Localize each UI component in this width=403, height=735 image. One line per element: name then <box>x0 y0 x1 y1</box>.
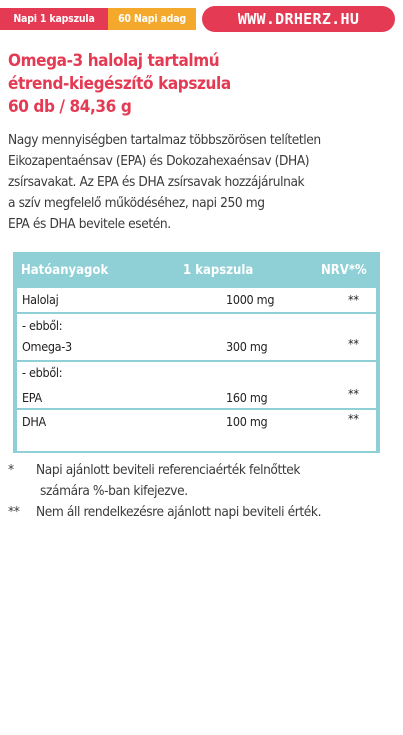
product-quantity: 60 db / 84,36 g <box>8 97 132 117</box>
description-line: a szív megfelelő működéséhez, napi 250 mg <box>8 195 265 211</box>
row-name: Omega-3 <box>22 339 72 354</box>
row-amount: 160 mg <box>226 390 268 405</box>
description-line: Eikozapentaénsav (EPA) és Dokozahexaénsav (DHA) <box>8 153 310 169</box>
row-nrv: ** <box>348 292 359 307</box>
footnote-text: Napi ajánlott beviteli referenciaérték felnőttek <box>36 462 301 478</box>
footnote-mark: ** <box>8 504 20 520</box>
row-amount: 1000 mg <box>226 292 275 307</box>
table-row <box>17 288 376 312</box>
row-nrv: ** <box>348 336 359 351</box>
footnote-mark: * <box>8 462 14 478</box>
product-title-line: Omega-3 halolaj tartalmú <box>8 51 220 71</box>
description-line: zsírsavakat. Az EPA és DHA zsírsavak hozzájárulnak <box>8 174 305 190</box>
daily-capsule-badge: Napi 1 kapszula <box>0 8 108 30</box>
description-line: Nagy mennyiségben tartalmaz többszörösen telítetlen <box>8 132 321 148</box>
footnotes <box>8 460 398 523</box>
table-row <box>17 362 376 408</box>
product-description <box>8 130 398 235</box>
table-row <box>17 314 376 360</box>
footnote-text: Nem áll rendelkezésre ajánlott napi beviteli érték. <box>36 504 322 520</box>
row-sub-label: - ebből: <box>22 318 63 333</box>
footnote-item <box>8 460 398 481</box>
row-name: EPA <box>22 390 42 405</box>
top-bar <box>0 6 403 32</box>
row-name: Halolaj <box>22 292 59 307</box>
website-link[interactable]: WWW.DRHERZ.HU <box>202 6 395 32</box>
row-sub-label: - ebből: <box>22 365 63 380</box>
header-per-capsule: 1 kapszula <box>183 263 254 278</box>
header-ingredients: Hatóanyagok <box>21 263 109 278</box>
product-title <box>8 50 398 119</box>
nutrition-table <box>13 252 380 453</box>
daily-dose-badge: 60 Napi adag <box>108 8 196 30</box>
row-nrv: ** <box>348 411 359 426</box>
row-nrv: ** <box>348 386 359 401</box>
header-nrv: NRV*% <box>321 263 367 278</box>
footnote-text: számára %-ban kifejezve. <box>40 483 188 499</box>
footnote-item <box>8 502 398 523</box>
row-amount: 300 mg <box>226 339 268 354</box>
footnote-item <box>8 481 398 502</box>
row-name: DHA <box>22 414 46 429</box>
table-header <box>15 254 378 288</box>
product-title-line: étrend-kiegészítő kapszula <box>8 74 231 94</box>
description-line: EPA és DHA bevitele esetén. <box>8 216 171 232</box>
table-row <box>17 410 376 451</box>
row-amount: 100 mg <box>226 414 268 429</box>
